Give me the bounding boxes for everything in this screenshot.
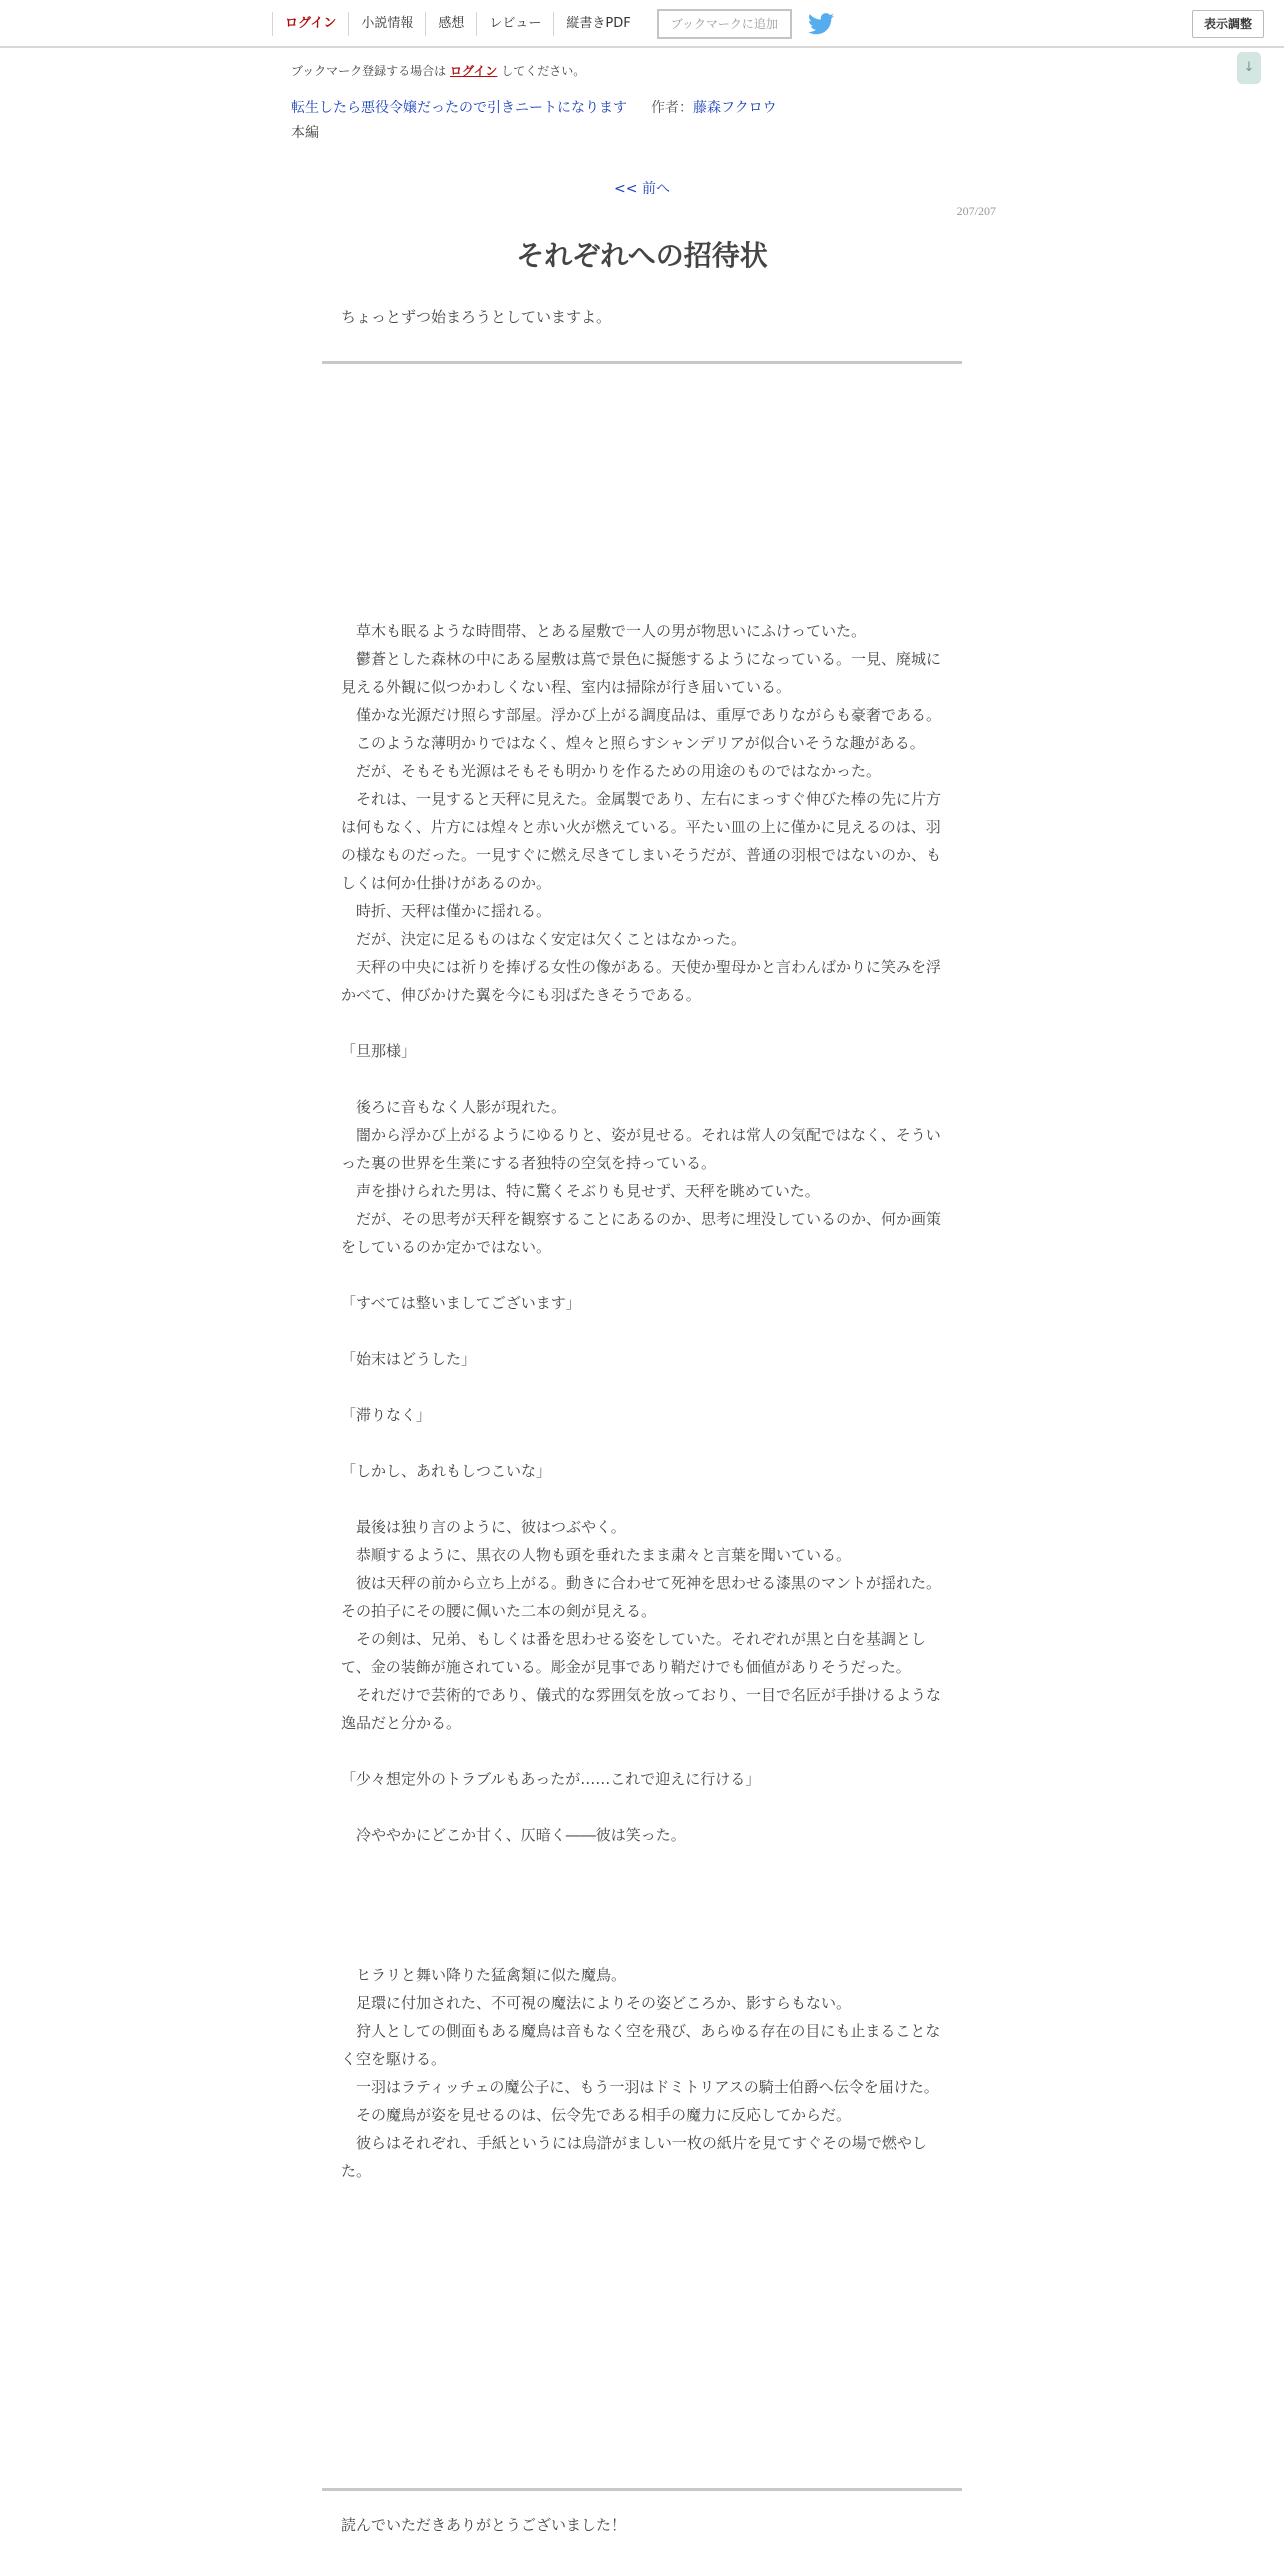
body-paragraph: 鬱蒼とした森林の中にある屋敷は蔦で景色に擬態するようになっている。一見、廃城に見える外観に似つかわしくない程、室内は掃除が行き届いている。 (341, 650, 942, 696)
body-paragraph: 彼は天秤の前から立ち上がる。動きに合わせて死神を思わせる漆黒のマントが揺れた。その拍子にその腰に佩いた二本の剣が見える。 (341, 1574, 942, 1620)
twitter-icon[interactable] (808, 13, 834, 35)
body-paragraph (341, 533, 941, 561)
body-paragraph: このような薄明かりではなく、煌々と照らすシャンデリアが似合いそうな趣がある。 (341, 734, 925, 752)
display-settings-button[interactable]: 表示調整 (1192, 10, 1264, 38)
body-paragraph (341, 1065, 941, 1093)
body-paragraph: 時折、天秤は僅かに揺れる。 (341, 902, 552, 920)
scroll-down-icon[interactable]: ↓ (1237, 52, 1261, 84)
body-paragraph: 僅かな光源だけ照らす部屋。浮かび上がる調度品は、重厚でありながらも豪奢である。 (341, 706, 942, 724)
nav-login[interactable]: ログイン (272, 12, 348, 36)
bookmark-login-notice (291, 62, 585, 79)
body-paragraph: 冷ややかにどこか甘く、仄暗く――彼は笑った。 (341, 1826, 686, 1844)
body-paragraph (341, 1877, 941, 1905)
body-paragraph: 闇から浮かび上がるようにゆるりと、姿が見せる。それは常人の気配ではなく、そういった裏の世界を生業にする者独特の空気を持っている。 (341, 1126, 941, 1172)
notice-text-before: ブックマーク登録する場合は (291, 64, 447, 78)
body-paragraph (341, 1373, 941, 1401)
body-paragraph: 後ろに音もなく人影が現れた。 (341, 1098, 567, 1116)
body-paragraph (341, 561, 941, 589)
body-paragraph (341, 1793, 941, 1821)
body-paragraph: 「しかし、あれもしつこいな」 (341, 1462, 552, 1480)
body-paragraph: だが、その思考が天秤を観察することにあるのか、思考に埋没しているのか、何か画策をしているのか定かではない。 (341, 1210, 942, 1256)
body-paragraph: 彼らはそれぞれ、手紙というには烏滸がましい一枚の紙片を見てすぐその場で燃やした。 (341, 2134, 927, 2180)
body-paragraph (341, 1933, 941, 1961)
body-paragraph: 「滞りなく」 (341, 1406, 432, 1424)
body-paragraph: 「少々想定外のトラブルもあったが……これで迎えに行ける」 (341, 1770, 761, 1788)
author-label: 作者： (651, 100, 693, 116)
chapter-counter: 207/207 (956, 204, 996, 218)
chapter-body (341, 505, 941, 2185)
chapter-afterword: 読んでいただきありがとうございました！ (341, 2516, 627, 2534)
body-paragraph (341, 1009, 941, 1037)
body-paragraph: それだけで芸術的であり、儀式的な雰囲気を放っており、一目で名匠が手掛けるような逸品だと分かる。 (341, 1686, 942, 1732)
add-bookmark-button[interactable]: ブックマークに追加 (657, 9, 792, 39)
novel-title-link[interactable]: 転生したら悪役令嬢だったので引きニートになります (291, 100, 627, 116)
body-paragraph (341, 1317, 941, 1345)
body-paragraph (341, 1849, 941, 1877)
body-paragraph: だが、決定に足るものはなく安定は欠くことはなかった。 (341, 930, 747, 948)
body-paragraph: 「始末はどうした」 (341, 1350, 477, 1368)
top-nav (272, 9, 834, 39)
chapter-title: それぞれへの招待状 (516, 239, 768, 272)
nav-vertical-pdf[interactable]: 縦書きPDF (553, 12, 642, 36)
nav-novel-info[interactable]: 小説情報 (348, 12, 425, 36)
body-paragraph: 声を掛けられた男は、特に驚くそぶりも見せず、天秤を眺めていた。 (341, 1182, 820, 1200)
body-paragraph (341, 1905, 941, 1933)
body-paragraph: 恭順するように、黒衣の人物も頭を垂れたまま粛々と言葉を聞いている。 (341, 1546, 852, 1564)
novel-breadcrumb (291, 97, 777, 117)
body-paragraph: 最後は独り言のように、彼はつぶやく。 (341, 1518, 626, 1536)
body-paragraph (341, 589, 941, 617)
body-paragraph: その剣は、兄弟、もしくは番を思わせる姿をしていた。それぞれが黒と白を基調として、金の装飾が施されている。彫金が見事であり鞘だけでも価値がありそうだった。 (341, 1630, 927, 1676)
top-bar (0, 0, 1284, 48)
chapter-section-label: 本編 (291, 125, 319, 141)
body-paragraph: それは、一見すると天秤に見えた。金属製であり、左右にまっすぐ伸びた棒の先に片方は何もなく、片方には煌々と赤い火が燃えている。平たい皿の上に僅かに見えるのは、羽の様なものだった。一見すぐに燃え尽きてしまいそうだが、普通の羽根ではないのか、もしくは何か仕掛けがあるのか。 (341, 790, 942, 892)
afterword-divider (322, 2488, 962, 2491)
nav-review[interactable]: レビュー (476, 12, 553, 36)
chapter-preface: ちょっとずつ始まろうとしていますよ。 (341, 308, 612, 326)
prev-chapter-link[interactable]: << 前へ (614, 181, 670, 197)
body-paragraph (341, 1261, 941, 1289)
body-paragraph: 一羽はラティッチェの魔公子に、もう一羽はドミトリアスの騎士伯爵へ伝令を届けた。 (341, 2078, 939, 2096)
body-paragraph (341, 1485, 941, 1513)
body-paragraph (341, 1737, 941, 1765)
body-paragraph: 天秤の中央には祈りを捧げる女性の像がある。天使か聖母かと言わんばかりに笑みを浮かべて、伸びかけた翼を今にも羽ばたきそうである。 (341, 958, 942, 1004)
notice-text-after: してください。 (501, 64, 586, 78)
nav-impressions[interactable]: 感想 (425, 12, 476, 36)
body-paragraph: だが、そもそも光源はそもそも明かりを作るための用途のものではなかった。 (341, 762, 882, 780)
body-paragraph: ヒラリと舞い降りた猛禽類に似た魔鳥。 (341, 1966, 627, 1984)
body-paragraph: 草木も眠るような時間帯、とある屋敷で一人の男が物思いにふけっていた。 (341, 622, 867, 640)
body-paragraph: 「旦那様」 (341, 1042, 417, 1060)
body-paragraph (341, 505, 941, 533)
notice-login-link[interactable]: ログイン (450, 64, 498, 78)
body-paragraph: その魔鳥が姿を見せるのは、伝令先である相手の魔力に反応してからだ。 (341, 2106, 852, 2124)
body-paragraph: 足環に付加された、不可視の魔法によりその姿どころか、影すらもない。 (341, 1994, 852, 2012)
body-paragraph (341, 1429, 941, 1457)
preface-divider (322, 361, 962, 364)
author-link[interactable]: 藤森フクロウ (693, 100, 777, 116)
body-paragraph: 「すべては整いましてございます」 (341, 1294, 581, 1312)
body-paragraph: 狩人としての側面もある魔鳥は音もなく空を飛び、あらゆる存在の目にも止まることなく空を駆ける。 (341, 2022, 941, 2068)
